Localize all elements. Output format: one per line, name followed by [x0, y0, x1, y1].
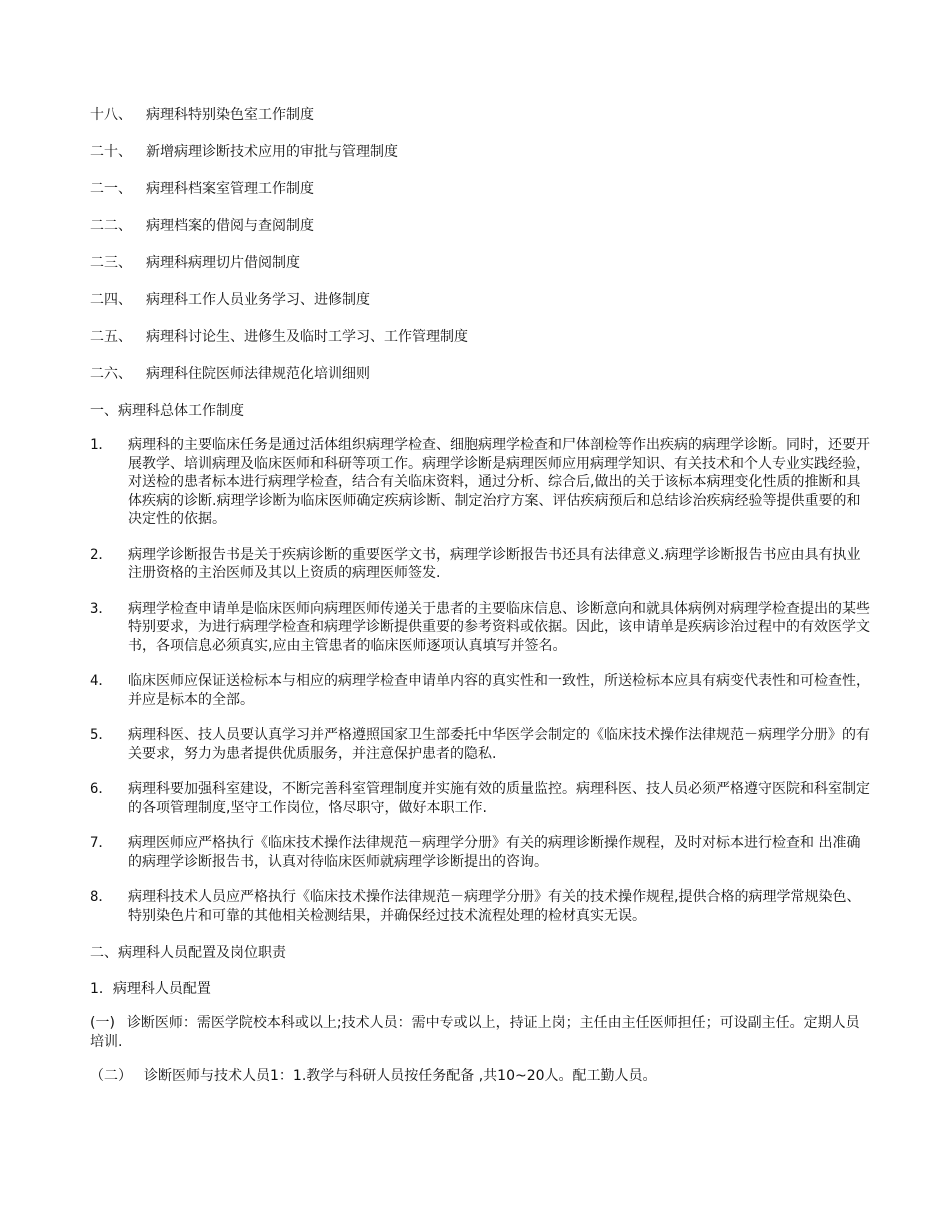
list-item-number: 3． [90, 600, 113, 617]
toc-item-title: 新增病理诊断技术应用的审批与管理制度 [146, 144, 398, 160]
toc-item [90, 104, 870, 141]
toc-item-number: 二三、 [90, 255, 132, 271]
list-item [90, 726, 870, 763]
toc-item-title: 病理科讨论生、进修生及临时工学习、工作管理制度 [146, 329, 468, 345]
toc-item-title: 病理科工作人员业务学习、进修制度 [146, 292, 370, 308]
list-item-number: 6． [90, 781, 113, 797]
list-item [90, 546, 870, 583]
paragraph-label: (一) [90, 1015, 115, 1031]
list-item [90, 672, 870, 709]
list-item [90, 780, 870, 817]
toc-item [90, 215, 870, 252]
paragraph [90, 1067, 870, 1086]
toc-item [90, 289, 870, 326]
list-item-number: 7． [90, 835, 113, 851]
numbered-list [90, 436, 870, 925]
toc-item [90, 363, 870, 400]
list-item [90, 888, 870, 925]
list-item [90, 834, 870, 871]
list-item-number: 2． [90, 546, 113, 563]
paragraph-text: 诊断医师与技术人员1：1.教学与科研人员按任务配备 ,共10~20人。配工勤人员。 [144, 1068, 657, 1084]
list-item-text: 病理科的主要临床任务是通过活体组织病理学检查、细胞病理学检查和尸体剖检等作出疾病的病理学诊断。同时，还要开展教学、培训病理及临床医师和科研等项工作。病理学诊断是病理医师应用病理学知识、有关技术和个人专业实践经验，对送检的患者标本进行病理学检查，结合有关临床资料，通过分析、综合后,做出的关于该标本病理变化性质的推断和具体疾病的诊断.病理学诊断为临床医师确定疾病诊断、制定治疗方案、评估疾病预后和总结诊治疾病经验等提供重要的和决定性的依据。 [128, 437, 870, 527]
toc-item-title: 病理档案的借阅与查阅制度 [146, 218, 314, 234]
list-item-text: 病理学诊断报告书是关于疾病诊断的重要医学文书，病理学诊断报告书还具有法律意义.病理学诊断报告书应由具有执业注册资格的主治医师及其以上资质的病理医师签发. [128, 546, 861, 581]
toc-item [90, 252, 870, 289]
toc-item-number: 二五、 [90, 329, 132, 345]
list-item-number: 5． [90, 727, 113, 743]
list-item-text: 病理科技术人员应严格执行《临床技术操作法律规范－病理学分册》有关的技术操作规程,提供合格的病理学常规染色、特别染色片和可靠的其他相关检测结果，并确保经过技术流程处理的检材真实无误。 [128, 889, 861, 924]
paragraph [90, 1014, 870, 1051]
toc-item-title: 病理科特别染色室工作制度 [146, 107, 314, 123]
toc-item-number: 二二、 [90, 218, 132, 234]
list-item-number: 8． [90, 889, 113, 905]
toc-item [90, 326, 870, 363]
section-heading: 二、病理科人员配置及岗位职责 [90, 945, 286, 961]
toc-item-title: 病理科住院医师法律规范化培训细则 [146, 366, 370, 382]
toc-item-title: 病理科病理切片借阅制度 [146, 255, 300, 271]
toc-item-title: 病理科档案室管理工作制度 [146, 181, 314, 197]
list-item-number: 4． [90, 673, 113, 689]
toc-item-number: 二四、 [90, 292, 132, 308]
list-item-text: 临床医师应保证送检标本与相应的病理学检查申请单内容的真实性和一致性，所送检标本应具有病变代表性和可检查性，并应是标本的全部。 [128, 673, 870, 708]
paragraph-label: （二） [90, 1068, 132, 1084]
toc-item [90, 178, 870, 215]
toc-list [90, 104, 870, 400]
list-item [90, 436, 870, 529]
list-item-text: 病理医师应严格执行《临床技术操作法律规范－病理学分册》有关的病理诊断操作规程，及时对标本进行检查和 出准确的病理学诊断报告书，认真对待临床医师就病理学诊断提出的咨询。 [128, 835, 861, 870]
section-heading: 一、病理科总体工作制度 [90, 403, 244, 419]
document-page [90, 104, 870, 1102]
subsection-heading: 1．病理科人员配置 [90, 981, 211, 997]
list-item-text: 病理科医、技人员要认真学习并严格遵照国家卫生部委托中华医学会制定的《临床技术操作法律规范－病理学分册》的有关要求，努力为患者提供优质服务，并注意保护患者的隐私. [128, 727, 870, 762]
paragraph-text: 诊断医师：需医学院校本科或以上;技术人员：需中专或以上，持证上岗；主任由主任医师担任；可设副主任。定期人员培训. [90, 1015, 860, 1050]
toc-item-number: 十八、 [90, 107, 132, 123]
toc-item-number: 二六、 [90, 366, 132, 382]
list-item-text: 病理学检查申请单是临床医师向病理医师传递关于患者的主要临床信息、诊断意向和就具体病例对病理学检查提出的某些特别要求，为进行病理学检查和病理学诊断提供重要的参考资料或依据。因此，该申请单是疾病诊治过程中的有效医学文书，各项信息必须真实,应由主管患者的临床医师逐项认真填写并签名。 [128, 600, 870, 654]
list-item-text: 病理科要加强科室建设，不断完善科室管理制度并实施有效的质量监控。病理科医、技人员必须严格遵守医院和科室制定的各项管理制度,坚守工作岗位，恪尽职守，做好本职工作. [128, 781, 870, 816]
list-item [90, 600, 870, 656]
toc-item-number: 二十、 [90, 144, 132, 160]
toc-item [90, 141, 870, 178]
toc-item-number: 二一、 [90, 181, 132, 197]
list-item-number: 1． [90, 437, 113, 453]
